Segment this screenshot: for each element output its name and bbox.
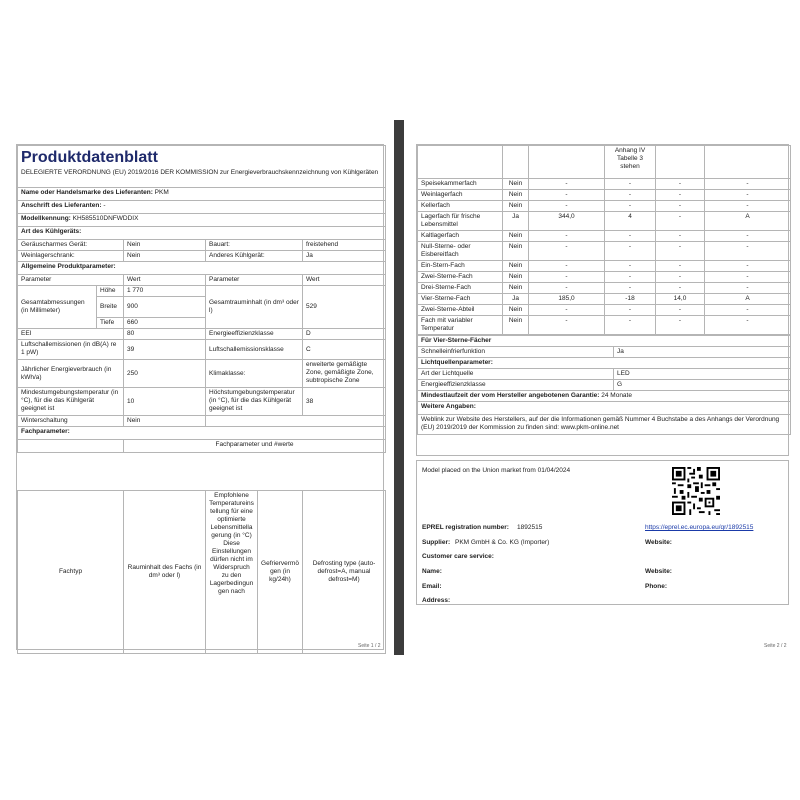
light-class-value: G — [614, 380, 791, 391]
compartment-name: Null-Sterne- oder Eisbereitfach — [418, 242, 503, 261]
qr-code-icon — [672, 467, 720, 515]
depth-value: 660 — [124, 318, 206, 329]
table-row — [418, 242, 791, 261]
compartment-cell: - — [656, 231, 705, 242]
compartment-cell: Nein — [503, 272, 529, 283]
climate-label: Klimaklasse: — [206, 360, 303, 388]
wine-label: Weinlagerschrank: — [18, 251, 124, 262]
param-col-header-2: Parameter — [206, 275, 303, 286]
compartment-cell: 185,0 — [529, 294, 605, 305]
compartment-cell: Nein — [503, 201, 529, 212]
placed-text: Model placed on the Union market from 01/04/2024 — [422, 467, 571, 474]
noise-label: Luftschallemissionen (in dB(A) re 1 pW) — [18, 340, 124, 360]
eprel-box — [416, 460, 789, 605]
compartment-cell: Nein — [503, 261, 529, 272]
eclass-value: D — [303, 329, 386, 340]
eprel-link[interactable]: https://eprel.ec.europa.eu/qr/1892515 — [645, 524, 754, 531]
table-row — [418, 201, 791, 212]
address-value: - — [103, 202, 106, 209]
col-freeze-header: Gefriervermögen (in kg/24h) — [258, 491, 303, 654]
compartment-cell: - — [529, 201, 605, 212]
winter-label: Winterschaltung — [18, 416, 124, 427]
climate-value: erweiterte gemäßigte Zone, gemäßigte Zone, subtropische Zone — [303, 360, 386, 388]
compartment-cell: - — [605, 316, 656, 335]
width-value: 900 — [124, 297, 206, 318]
compartment-cell: Nein — [503, 190, 529, 201]
email-label: Email: — [422, 583, 442, 590]
compartment-name: Vier-Sterne-Fach — [418, 294, 503, 305]
compartment-cell: 14,0 — [656, 294, 705, 305]
compartment-cell: - — [605, 179, 656, 190]
table-row — [418, 305, 791, 316]
quiet-value: Nein — [124, 240, 206, 251]
noiseclass-value: C — [303, 340, 386, 360]
compartment-name: Fach mit variabler Temperatur — [418, 316, 503, 335]
compartment-name: Drei-Sterne-Fach — [418, 283, 503, 294]
table-row — [418, 294, 791, 305]
website2-label: Website: — [645, 568, 672, 575]
compartment-name: Zwei-Sterne-Fach — [418, 272, 503, 283]
page-number-1: Seite 1 / 2 — [358, 643, 381, 649]
col-defrost-header: Defrosting type (auto-defrost=A, manual defrost=M) — [303, 491, 386, 654]
compartment-cell: - — [705, 242, 791, 261]
compartment-cell: Nein — [503, 179, 529, 190]
phone-label: Phone: — [645, 583, 668, 590]
guarantee-value: 24 Monate — [601, 392, 632, 399]
mintemp-value: 10 — [124, 388, 206, 416]
compartment-cell: - — [529, 231, 605, 242]
eclass-label: Energieeffizienzklasse — [206, 329, 303, 340]
light-type-label: Art der Lichtquelle — [418, 369, 614, 380]
compartment-cell: - — [656, 283, 705, 294]
compartment-cell: - — [605, 272, 656, 283]
compartment-cell: Nein — [503, 305, 529, 316]
consumption-value: 250 — [124, 360, 206, 388]
table-row — [418, 261, 791, 272]
model-value: KH585510DNFWDDIX — [72, 215, 139, 222]
brand-value: PKM — [154, 189, 169, 196]
compartment-cell: - — [605, 201, 656, 212]
light-header: Lichtquellenparameter: — [418, 358, 791, 369]
col-type-header: Fachtyp — [18, 491, 124, 654]
eei-value: 80 — [124, 329, 206, 340]
compartment-cell: A — [705, 294, 791, 305]
height-label: Höhe — [97, 286, 124, 297]
more-header: Weitere Angaben: — [418, 402, 791, 415]
table-row — [418, 179, 791, 190]
other-label: Anderes Kühlgerät: — [206, 251, 303, 262]
compartment-name: Speisekammerfach — [418, 179, 503, 190]
maxtemp-value: 38 — [303, 388, 386, 416]
model-label: Modellkennung: — [21, 215, 71, 222]
website-label: Website: — [645, 539, 672, 546]
compartment-cell: - — [656, 316, 705, 335]
compartment-cell: - — [705, 261, 791, 272]
compartment-cell: - — [529, 272, 605, 283]
type-header: Art des Kühlgeräts: — [18, 227, 386, 240]
compartment-header: Fachparameter: — [18, 427, 386, 440]
compartment-cell: - — [529, 190, 605, 201]
build-value: freistehend — [303, 240, 386, 251]
volume-value: 529 — [303, 286, 386, 329]
quickfreeze-label: Schnelleinfrierfunktion — [418, 347, 614, 358]
compartment-cell: - — [605, 231, 656, 242]
eprel-label: EPREL registration number: — [422, 524, 509, 531]
compartment-cell: - — [529, 316, 605, 335]
dims-label: Gesamtabmessungen (in Millimeter) — [18, 286, 97, 329]
annex-header: Anhang IV Tabelle 3 stehen — [605, 146, 656, 179]
table-row — [418, 272, 791, 283]
compartment-name: Zwei-Sterne-Abteil — [418, 305, 503, 316]
compartment-name: Weinlagerfach — [418, 190, 503, 201]
depth-label: Tiefe — [97, 318, 124, 329]
four-star-header: Für Vier-Sterne-Fächer — [418, 336, 791, 347]
compartment-cell: Ja — [503, 212, 529, 231]
compartment-cell: - — [705, 305, 791, 316]
compartment-name: Ein-Stern-Fach — [418, 261, 503, 272]
table-row — [418, 231, 791, 242]
compartment-cell: - — [529, 179, 605, 190]
compartment-cell: 4 — [605, 212, 656, 231]
datasheet-frame-1 — [16, 144, 384, 650]
more-text: Weblink zur Website des Herstellers, auf der die Informationen gemäß Nummer 4 Buchstabe a des Anhangs der Verordnung (EU) 2019/2019 der Kommission zu finden sind: www.pkm-online.net — [418, 415, 791, 435]
noise-value: 39 — [124, 340, 206, 360]
compartment-cell: - — [656, 190, 705, 201]
wine-value: Nein — [124, 251, 206, 262]
value-col-header: Wert — [124, 275, 206, 286]
col-volume-header: Rauminhalt des Fachs (in dm³ oder l) — [124, 491, 206, 654]
table-row — [418, 316, 791, 335]
general-header: Allgemeine Produktparameter: — [18, 262, 386, 275]
noiseclass-label: Luftschallemissionsklasse — [206, 340, 303, 360]
supplier-label: Supplier: — [422, 539, 451, 546]
care-label: Customer care service: — [422, 553, 494, 560]
compartment-cell: - — [656, 272, 705, 283]
winter-value: Nein — [124, 416, 206, 427]
name-label: Name: — [422, 568, 442, 575]
quickfreeze-value: Ja — [614, 347, 791, 358]
compartment-cell: - — [705, 316, 791, 335]
compartment-cell: Nein — [503, 316, 529, 335]
table-row — [418, 190, 791, 201]
light-class-label: Energieeffizienzklasse — [418, 380, 614, 391]
eprel-value: 1892515 — [517, 524, 543, 531]
compartment-cell: -18 — [605, 294, 656, 305]
volume-label: Gesamtrauminhalt (in dm³ oder l) — [206, 286, 303, 329]
address-label: Address: — [422, 597, 451, 604]
quiet-label: Geräuscharmes Gerät: — [18, 240, 124, 251]
compartment-cell: - — [656, 242, 705, 261]
compartment-cell: Nein — [503, 242, 529, 261]
col-temp-header: Empfohlene Temperatureinstellung für eine optimierte Lebensmittellagerung (in °C) Diese Einstellungen dürfen nicht im Widerspruch zu den Lagerbedingungen nach — [206, 491, 258, 654]
compartment-cell: - — [529, 261, 605, 272]
compartment-cell: - — [605, 283, 656, 294]
compartment-cell: 344,0 — [529, 212, 605, 231]
compartment-cell: - — [705, 231, 791, 242]
brand-label: Name oder Handelsmarke des Lieferanten: — [21, 189, 153, 196]
consumption-label: Jährlicher Energieverbrauch (in kWh/a) — [18, 360, 124, 388]
compartment-cell: - — [605, 190, 656, 201]
compartment-cell: - — [656, 201, 705, 212]
compartment-subheader: Fachparameter und #werte — [124, 440, 386, 453]
light-type-value: LED — [614, 369, 791, 380]
compartment-cell: - — [705, 272, 791, 283]
page-1 — [0, 120, 393, 655]
compartment-cell: A — [705, 212, 791, 231]
width-label: Breite — [97, 297, 124, 318]
compartment-cell: - — [656, 261, 705, 272]
compartment-cell: - — [656, 212, 705, 231]
maxtemp-label: Höchstumgebungstemperatur (in °C), für die das Kühlgerät geeignet ist — [206, 388, 303, 416]
other-value: Ja — [303, 251, 386, 262]
compartment-name: Kellerfach — [418, 201, 503, 212]
compartment-cell: - — [705, 190, 791, 201]
value-col-header-2: Wert — [303, 275, 386, 286]
compartment-cell: - — [605, 305, 656, 316]
supplier-value: PKM GmbH & Co. KG (Importer) — [455, 539, 550, 546]
compartment-name: Kaltlagerfach — [418, 231, 503, 242]
compartment-cell: Nein — [503, 283, 529, 294]
page-2 — [404, 120, 800, 655]
compartment-cell: - — [529, 283, 605, 294]
compartment-cell: - — [656, 305, 705, 316]
address-label: Anschrift des Lieferanten: — [21, 202, 102, 209]
compartment-name: Lagerfach für frische Lebensmittel — [418, 212, 503, 231]
table-row — [418, 212, 791, 231]
guarantee-label: Mindestlaufzeit der vom Hersteller angebotenen Garantie: — [421, 392, 600, 399]
compartment-cell: Ja — [503, 294, 529, 305]
table-row — [418, 283, 791, 294]
param-col-header: Parameter — [18, 275, 124, 286]
datasheet-frame-2 — [416, 144, 789, 456]
height-value: 1 770 — [124, 286, 206, 297]
page-number-2: Seite 2 / 2 — [764, 643, 787, 649]
compartment-cell: - — [656, 179, 705, 190]
mintemp-label: Mindestumgebungstemperatur (in °C), für die das Kühlgerät geeignet ist — [18, 388, 124, 416]
compartment-cell: - — [705, 179, 791, 190]
eei-label: EEI — [18, 329, 124, 340]
page-gap — [394, 120, 404, 655]
page-title: Produktdatenblatt — [21, 149, 158, 166]
compartment-cell: - — [605, 242, 656, 261]
regulation-text: DELEGIERTE VERORDNUNG (EU) 2019/2016 DER KOMMISSION zur Energieverbrauchskennzeichnung von Kühlgeräten — [18, 168, 386, 188]
compartment-cell: - — [529, 305, 605, 316]
compartment-cell: - — [705, 283, 791, 294]
build-label: Bauart: — [206, 240, 303, 251]
compartment-cell: Nein — [503, 231, 529, 242]
compartment-cell: - — [605, 261, 656, 272]
compartment-cell: - — [705, 201, 791, 212]
compartment-cell: - — [529, 242, 605, 261]
